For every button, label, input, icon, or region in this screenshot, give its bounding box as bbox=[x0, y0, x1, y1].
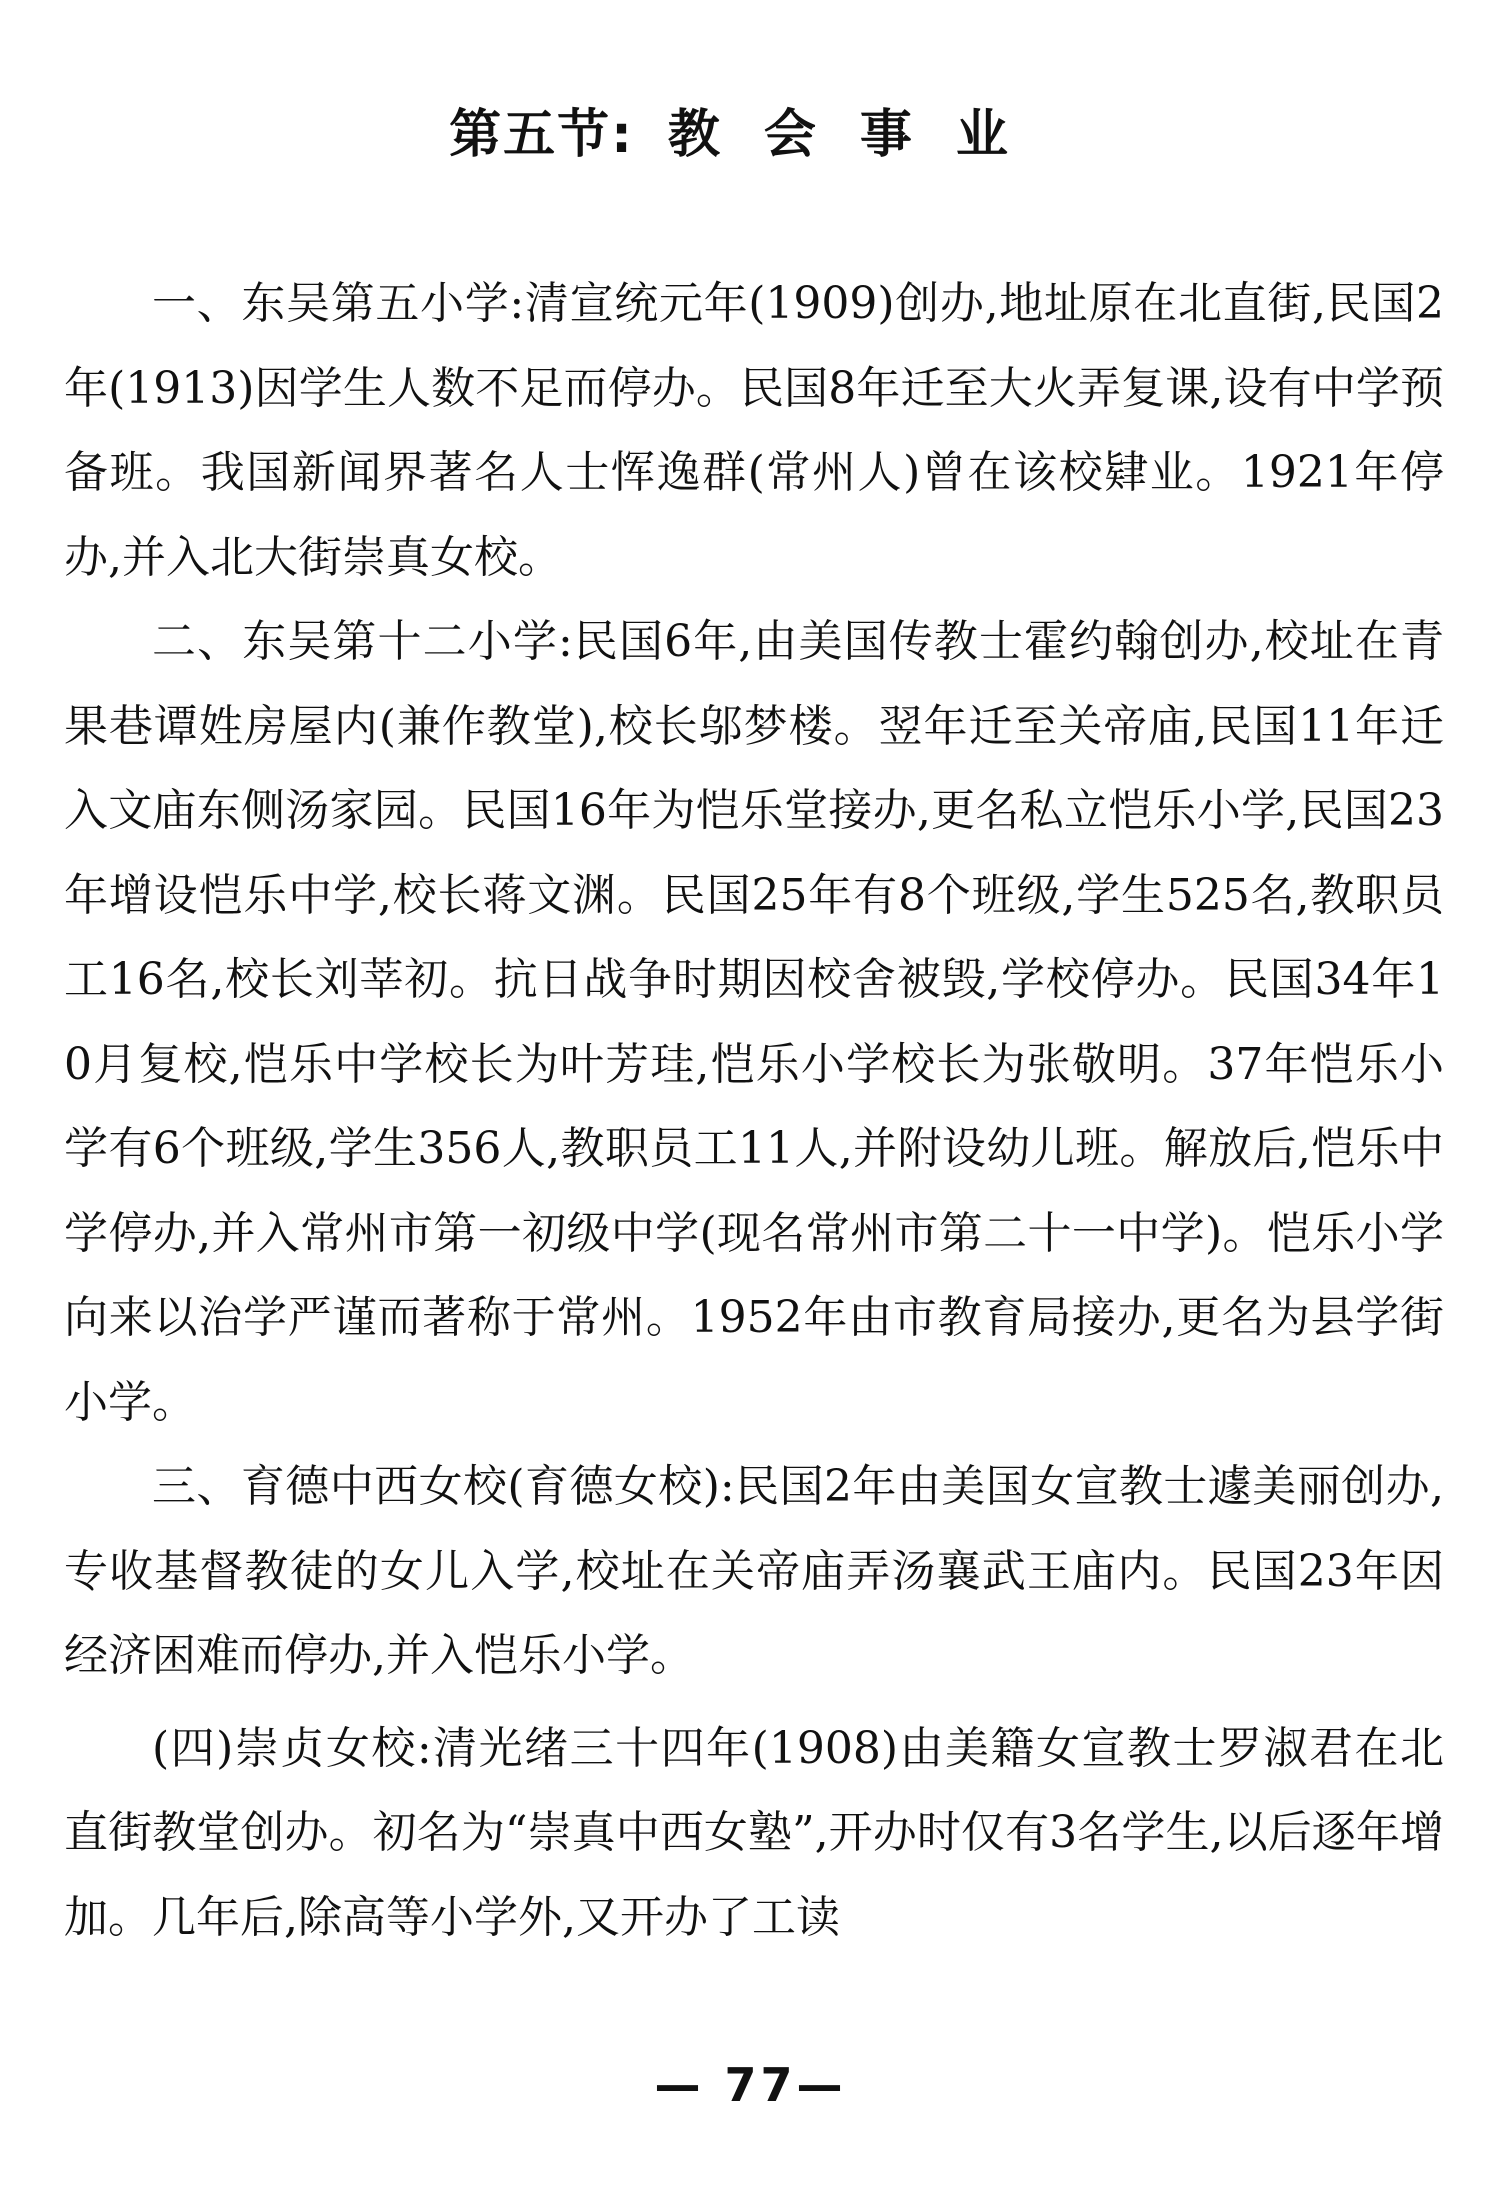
section-title-label: 第五节: bbox=[449, 105, 634, 165]
page-number: — 77— bbox=[654, 2058, 847, 2112]
paragraph-chongzhen-girls-school: (四)崇贞女校:清光绪三十四年(1908)由美籍女宣教士罗淑君在北直街教堂创办。初名为“崇真中西女塾”,开办时仅有3名学生,以后逐年增加。几年后,除高等小学外,又开办了工读 bbox=[64, 1722, 1444, 1943]
paragraph-dongwu-fifth-school: 一、东吴第五小学:清宣统元年(1909)创办,地址原在北直街,民国2年(1913)因学生人数不足而停办。民国8年迁至大火弄复课,设有中学预备班。我国新闻界著名人士恽逸群(常州人)曾在该校肄业。1921年停办,并入北大街崇真女校。 bbox=[64, 278, 1444, 583]
section-title bbox=[0, 92, 1501, 167]
section-title-text: 教会事业 bbox=[667, 105, 1052, 165]
body-text bbox=[64, 262, 1444, 1960]
paragraph-yude-girls-school: 三、育德中西女校(育德女校):民国2年由美国女宣教士遽美丽创办,专收基督教徒的女儿入学,校址在关帝庙弄汤襄武王庙内。民国23年因经济困难而停办,并入恺乐小学。 bbox=[64, 1461, 1444, 1681]
paragraph-dongwu-twelfth-school: 二、东吴第十二小学:民国6年,由美国传教士霍约翰创办,校址在青果巷谭姓房屋内(兼作教堂),校长邬梦楼。翌年迁至关帝庙,民国11年迁入文庙东侧汤家园。民国16年为恺乐堂接办,更名私立恺乐小学,民国23年增设恺乐中学,校长蒋文渊。民国25年有8个班级,学生525名,教职员工16名,校长刘莘初。抗日战争时期因校舍被毁,学校停办。民国34年10月复校,恺乐中学校长为叶芳珪,恺乐小学校长为张敬明。37年恺乐小学有6个班级,学生356人,教职员工11人,并附设幼儿班。解放后,恺乐中学停办,并入常州市第一初级中学(现名常州市第二十一中学)。恺乐小学向来以治学严谨而著称于常州。1952年由市教育局接办,更名为县学街小学。 bbox=[64, 616, 1444, 1428]
